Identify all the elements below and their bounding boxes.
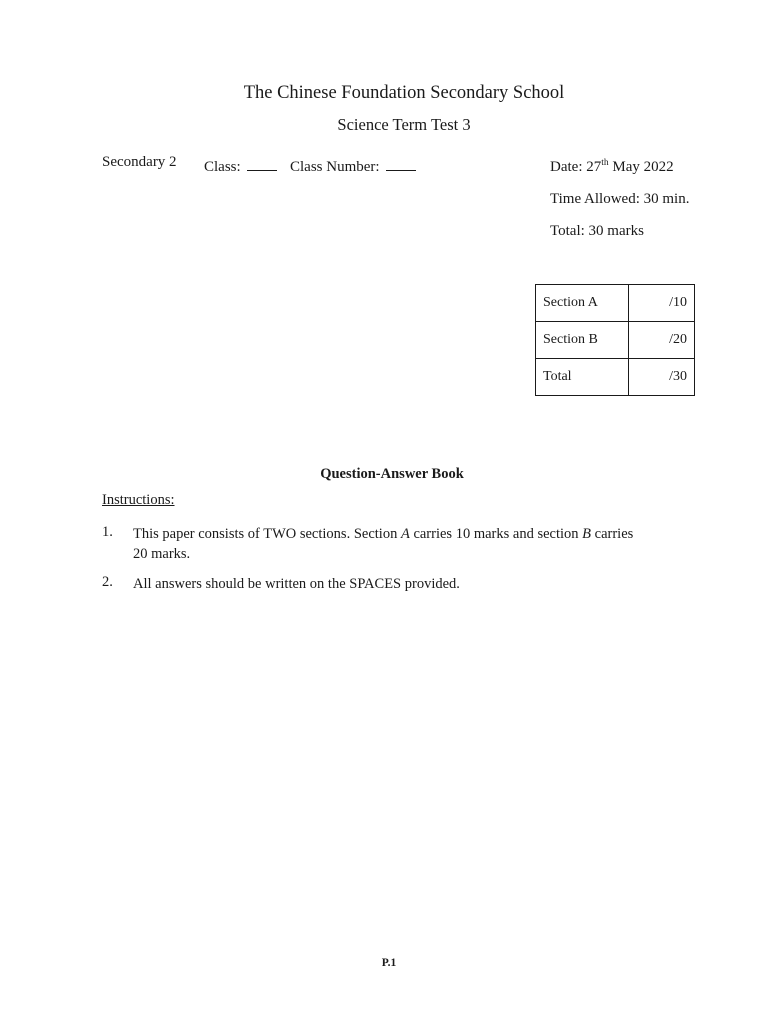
book-title: Question-Answer Book — [320, 466, 464, 482]
instruction-item-2: All answers should be written on the SPACES provided. — [133, 576, 460, 592]
instruction-number: 2. — [102, 574, 113, 590]
section-a-ref: A — [400, 526, 410, 542]
instruction-item-1 — [133, 524, 633, 564]
score-value: /10 — [629, 285, 695, 322]
instruction-text: carries — [591, 526, 634, 542]
test-title: Science Term Test 3 — [337, 115, 471, 134]
instruction-text: carries 10 marks and section — [409, 526, 583, 542]
page-number: P.1 — [381, 957, 397, 969]
score-table — [535, 284, 695, 396]
instructions-heading: Instructions: — [102, 492, 175, 508]
date-prefix: Date: 27 — [550, 159, 602, 175]
date-rest: May 2022 — [608, 159, 674, 175]
class-field — [204, 157, 277, 176]
section-b-ref: B — [582, 526, 592, 542]
score-label: Section A — [536, 285, 629, 322]
class-number-blank — [386, 157, 416, 171]
score-row-total — [536, 359, 695, 396]
score-label: Total — [536, 359, 629, 396]
instruction-text: 20 marks. — [133, 546, 191, 562]
exam-date — [550, 159, 674, 176]
class-number-label: Class Number: — [290, 159, 380, 175]
class-blank — [247, 157, 277, 171]
score-label: Section B — [536, 322, 629, 359]
score-value: /30 — [629, 359, 695, 396]
score-row-section-b — [536, 322, 695, 359]
score-row-section-a — [536, 285, 695, 322]
instruction-number: 1. — [102, 524, 113, 540]
class-number-field — [290, 157, 416, 176]
total-marks: Total: 30 marks — [550, 223, 644, 239]
school-name: The Chinese Foundation Secondary School — [243, 83, 565, 103]
date-suffix: th — [601, 158, 609, 168]
instruction-text: This paper consists of TWO sections. Section — [133, 526, 401, 542]
time-allowed: Time Allowed: 30 min. — [550, 191, 690, 207]
class-label: Class: — [204, 159, 241, 175]
score-value: /20 — [629, 322, 695, 359]
form-level: Secondary 2 — [102, 154, 177, 170]
